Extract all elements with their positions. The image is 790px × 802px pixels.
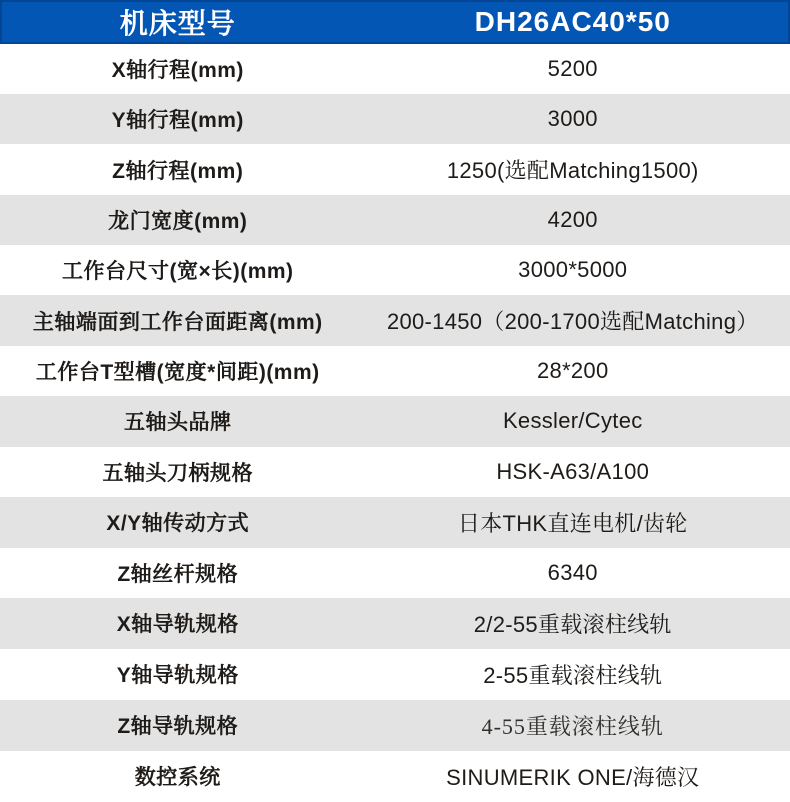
spec-label: X/Y轴传动方式 [106,512,250,536]
spec-label: X轴导轨规格 [116,613,239,637]
table-row [0,94,790,144]
spec-label: 工作台T型槽(宽度*间距)(mm) [35,361,320,385]
table-row [0,497,790,548]
spec-label: 主轴端面到工作台面距离(mm) [32,310,323,334]
table-row [0,396,790,446]
spec-value: 3000*5000 [518,257,628,283]
spec-value: 1250(选配Matching1500) [446,158,699,184]
table-header-row [0,0,790,44]
spec-label: 数控系统 [134,766,221,790]
table-row [0,346,790,396]
table-row [0,700,790,751]
spec-label: 龙门宽度(mm) [108,210,248,234]
spec-value: 3000 [547,106,598,132]
header-model-label: 机床型号 [119,8,236,39]
table-row [0,44,790,94]
spec-value: 5200 [547,56,598,82]
table-row [0,447,790,497]
spec-value: 2/2-55重载滚柱线轨 [473,611,672,637]
spec-value: 日本THK直连电机/齿轮 [457,510,688,536]
table-row [0,598,790,649]
spec-label: Y轴导轨规格 [116,664,239,688]
header-model-value: DH26AC40*50 [474,6,671,37]
spec-label: 五轴头品牌 [124,411,232,435]
spec-value: SINUMERIK ONE/海德汉 [446,764,700,790]
spec-label: 五轴头刀柄规格 [102,461,253,485]
spec-value: 28*200 [536,358,609,384]
table-body [0,44,790,802]
spec-value: HSK-A63/A100 [496,458,650,484]
table-row [0,245,790,295]
spec-value: 4200 [547,207,598,233]
spec-value: Kessler/Cytec [502,408,643,434]
table-row [0,751,790,802]
table-row [0,195,790,245]
spec-label: Z轴丝杆规格 [117,562,239,586]
spec-value: 6340 [547,559,598,585]
spec-value: 200-1450（200-1700选配Matching） [386,309,759,335]
table-row [0,548,790,598]
spec-value: 4-55重载滚柱线轨 [481,713,664,739]
table-row [0,295,790,346]
spec-label: Y轴行程(mm) [111,109,244,133]
table-row [0,649,790,700]
spec-label: Z轴导轨规格 [117,715,239,739]
spec-label: X轴行程(mm) [111,59,244,83]
spec-value: 2-55重载滚柱线轨 [483,662,663,688]
table-row [0,144,790,195]
spec-label: 工作台尺寸(宽×长)(mm) [61,260,294,284]
spec-label: Z轴行程(mm) [112,159,244,183]
